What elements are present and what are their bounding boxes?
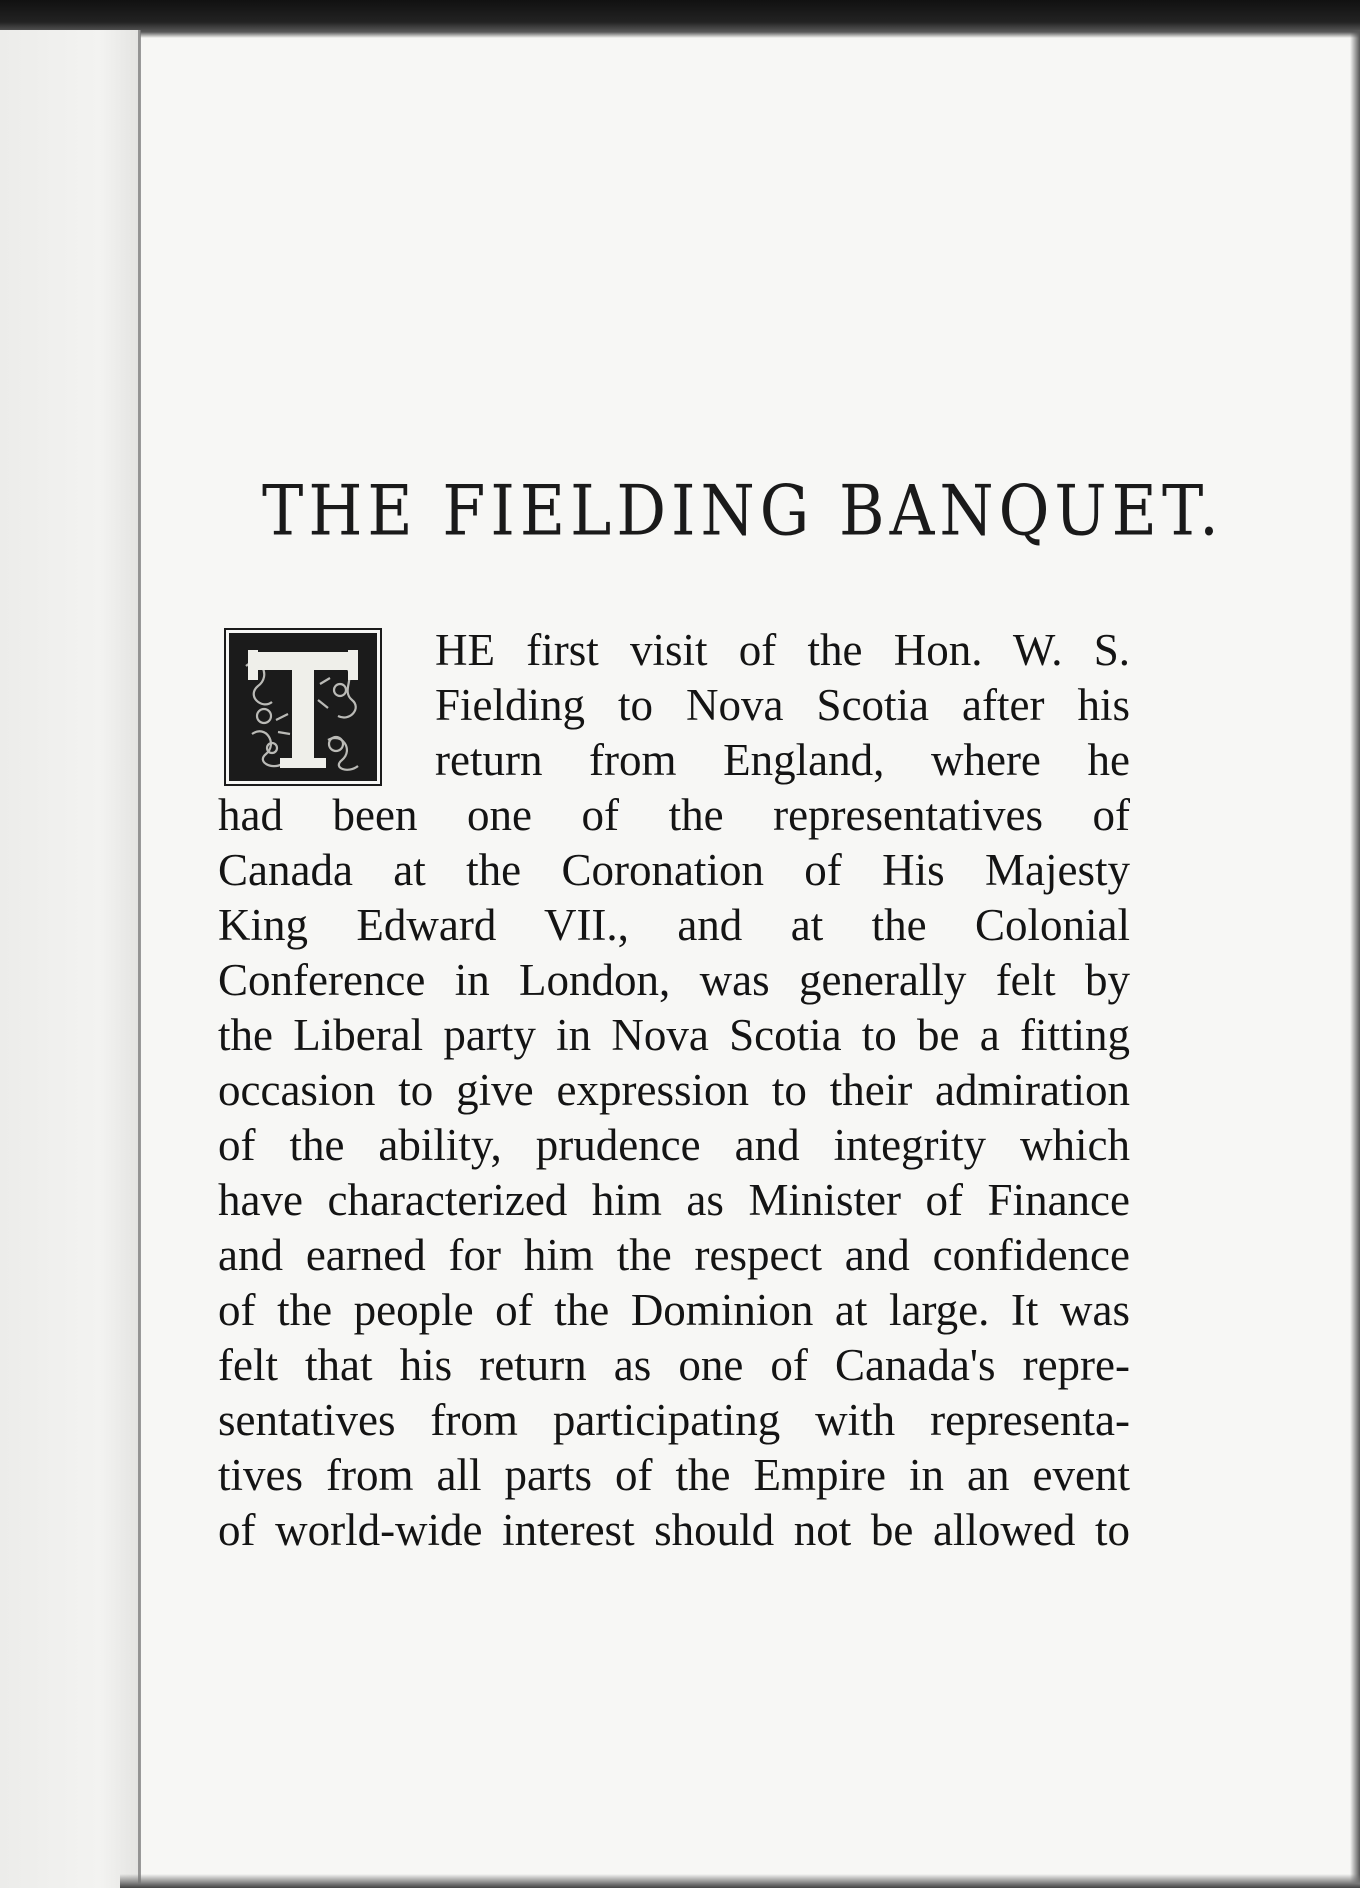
text-line: Canada at the Coronation of His Majesty — [218, 845, 1130, 895]
text-line: occasion to give expression to their admiration — [218, 1065, 1130, 1115]
page-title: THE FIELDING BANQUET. — [262, 469, 1224, 552]
text-line: had been one of the representatives of — [218, 790, 1130, 840]
book-bottom-edge — [120, 1874, 1360, 1888]
text-line: return from England, where he — [435, 735, 1130, 785]
text-line: of the people of the Dominion at large. It was — [218, 1285, 1130, 1335]
page-gutter — [138, 30, 141, 1888]
text-line: sentatives from participating with representa- — [218, 1395, 1130, 1445]
text-line: have characterized him as Minister of Finance — [218, 1175, 1130, 1225]
text-line: Conference in London, was generally felt by — [218, 955, 1130, 1005]
text-line: tives from all parts of the Empire in an event — [218, 1450, 1130, 1500]
body-paragraph — [218, 623, 1130, 1558]
text-line: HE first visit of the Hon. W. S. — [435, 625, 1130, 675]
text-line: felt that his return as one of Canada's repre- — [218, 1340, 1130, 1390]
book-top-edge — [0, 0, 1360, 38]
facing-page-edge — [0, 30, 140, 1888]
text-line: and earned for him the respect and confidence — [218, 1230, 1130, 1280]
text-line: Fielding to Nova Scotia after his — [435, 680, 1130, 730]
text-line: the Liberal party in Nova Scotia to be a fitting — [218, 1010, 1130, 1060]
book-right-edge — [1350, 30, 1360, 1888]
text-line: King Edward VII., and at the Colonial — [218, 900, 1130, 950]
text-line: of the ability, prudence and integrity which — [218, 1120, 1130, 1170]
text-line: of world-wide interest should not be allowed to — [218, 1505, 1130, 1555]
